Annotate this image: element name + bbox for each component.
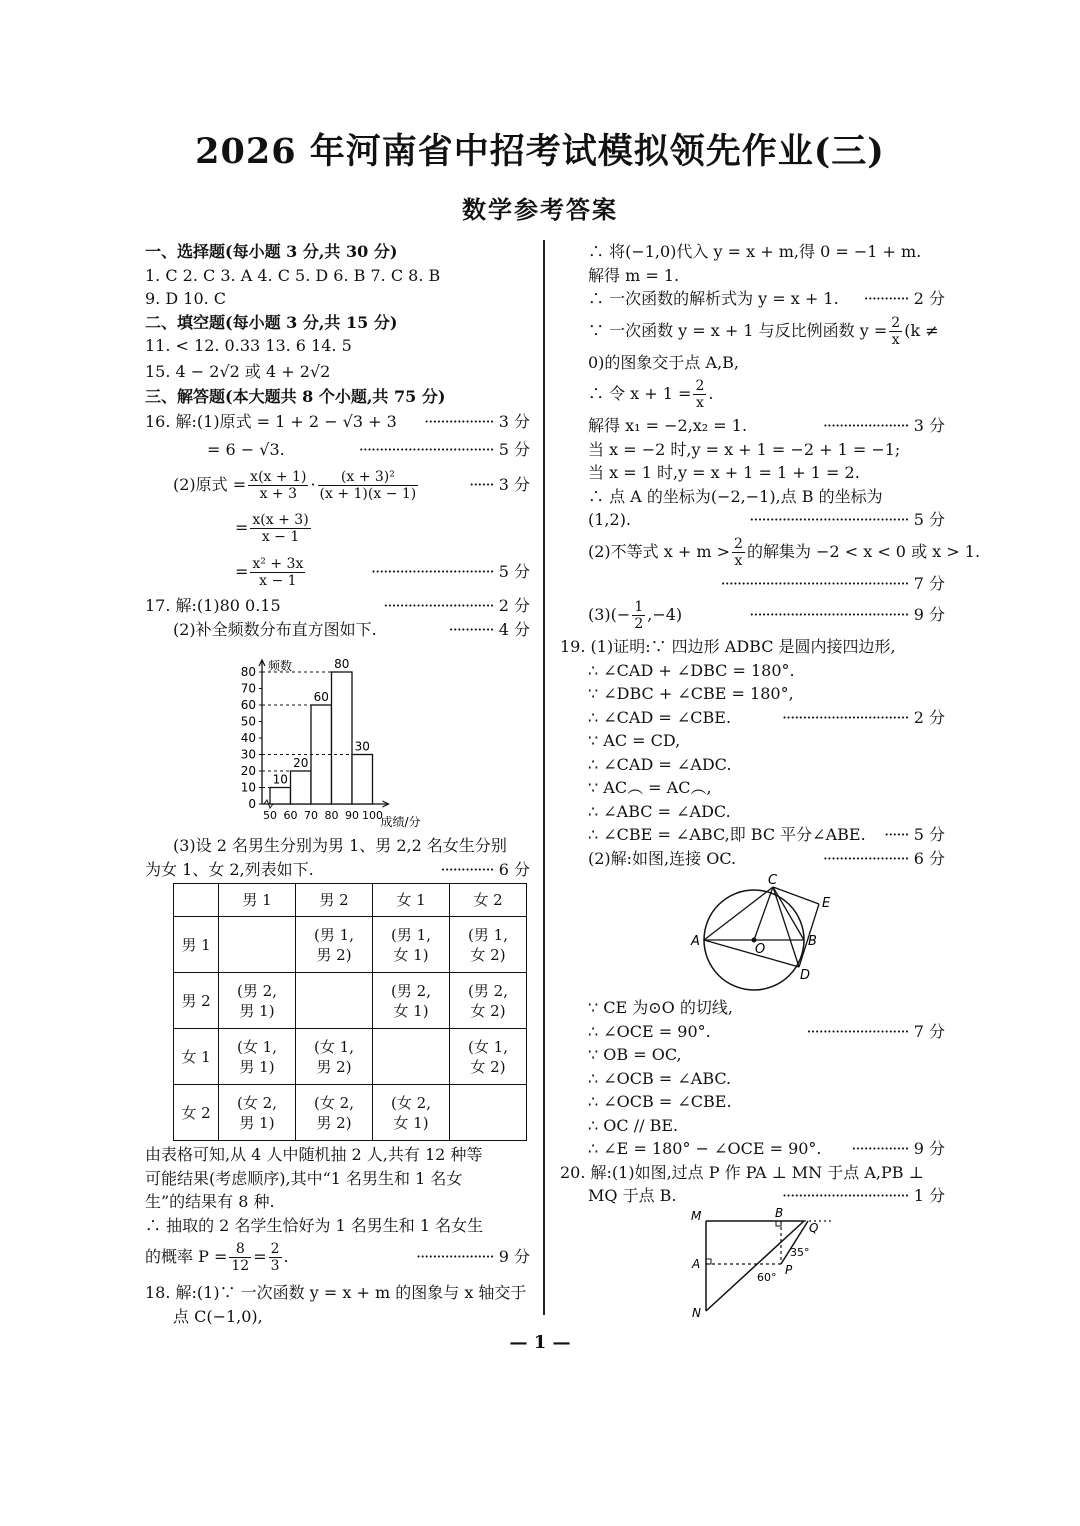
solution-line: [145, 436, 530, 464]
label-b: B: [775, 1206, 784, 1220]
x-tick-label: 80: [324, 809, 339, 822]
table-header-cell: [174, 884, 219, 917]
solution-line: 可能结果(考虑顺序),其中“1 名男生和 1 名女: [145, 1168, 463, 1188]
table-cell: (男 2, 女 1): [373, 973, 450, 1029]
section3-heading: 三、解答题(本大题共 8 个小题,共 75 分): [145, 386, 446, 406]
solution-line: ∴ ∠ABC = ∠ADC.: [588, 801, 731, 821]
fraction: $\frac{8}{12}$: [231, 1241, 250, 1274]
table-cell: (女 2, 女 1): [373, 1085, 450, 1141]
table-cell: [219, 917, 296, 973]
x-tick-label: 70: [304, 809, 318, 822]
histogram-bar: [291, 771, 312, 804]
line-text: ∴ 令 x + 1 =: [588, 384, 692, 403]
score-mark: ····················· 3 分: [822, 416, 945, 435]
solution-line: = $\frac{\text{x² + 3x}}{x - 1}$ ······························ 5 分: [145, 550, 530, 594]
line-text: ,−4): [647, 605, 683, 624]
right-column-lower: [560, 996, 945, 1208]
score-text: 5 分: [498, 440, 530, 459]
solution-line: [560, 374, 945, 414]
histogram-bar: [352, 755, 373, 805]
score-mark: ······························· 1 分: [781, 1186, 945, 1205]
section1-heading: 一、选择题(每小题 3 分,共 30 分): [145, 242, 398, 261]
y-tick-label: 80: [240, 665, 256, 679]
fraction: $\frac{2}{x}$: [891, 314, 901, 348]
line-text: 17. 解:(1)80 0.15: [145, 596, 281, 615]
histogram-bar: [332, 672, 353, 804]
left-column-bottom: [145, 1143, 530, 1328]
solution-line: 生”的结果有 8 种.: [145, 1192, 275, 1211]
solution-line: 18. 解:(1)∵ 一次函数 y = x + m 的图象与 x 轴交于: [145, 1283, 527, 1302]
solution-line: (3)设 2 名男生分别为男 1、男 2,2 名女生分别: [173, 836, 507, 855]
solution-line: ∴ ∠OCB = ∠ABC.: [588, 1068, 732, 1088]
table-cell: [296, 973, 373, 1029]
angle-label: 35°: [790, 1246, 810, 1259]
label-n: N: [692, 1306, 701, 1320]
score-mark: ··········· 2 分: [863, 289, 945, 308]
score-text: 2 分: [913, 707, 945, 727]
solution-line: [145, 858, 530, 882]
segment: [773, 887, 804, 940]
line-text: (2)解:如图,连接 OC.: [588, 848, 737, 868]
score-mark: ··················· 9 分: [415, 1247, 530, 1266]
label-e: E: [822, 896, 831, 911]
score-mark: ····················· 6 分: [822, 848, 945, 868]
section2-heading: 二、填空题(每小题 3 分,共 15 分): [145, 312, 398, 332]
y-tick-label: 20: [240, 764, 256, 778]
table-row: [174, 1029, 527, 1085]
line-text: MQ 于点 B.: [588, 1186, 677, 1205]
table-cell: (男 2, 女 2): [450, 973, 527, 1029]
y-tick-label: 10: [240, 780, 256, 795]
fraction: $\frac{\text{(x + 3)²}}{(x + 1)(x - 1)}$: [319, 469, 417, 502]
y-tick-label: 50: [240, 714, 256, 729]
line-text: .: [708, 384, 714, 403]
solution-line: (2)原式 = $\frac{x(x + 1)}{x + 3}$ · $\frac{\text{(x + 3)²}}{(x + 1)(x - 1)}$ ······ 3 分: [145, 464, 530, 506]
circle-figure: [686, 872, 846, 992]
score-text: 9 分: [913, 605, 945, 624]
column-divider: [543, 240, 545, 1315]
fraction: $\frac{\text{x² + 3x}}{x - 1}$: [252, 556, 304, 589]
y-tick-label: 70: [240, 681, 256, 696]
score-text: 1 分: [913, 1186, 945, 1205]
label-a: A: [692, 1257, 701, 1271]
solution-line: ∴ 抽取的 2 名学生恰好为 1 名男生和 1 名女生: [145, 1215, 484, 1235]
solution-line: [560, 311, 945, 351]
y-tick-label: 30: [240, 747, 256, 762]
table-cell: (男 1, 女 2): [450, 917, 527, 973]
page-subtitle: 数学参考答案: [462, 195, 618, 224]
score-text: 2 分: [913, 289, 945, 308]
line-text: ∴ ∠E = 180° − ∠OCE = 90°.: [588, 1139, 822, 1158]
page-title: 2026 年河南省中招考试模拟领先作业(三): [195, 131, 885, 172]
score-text: 4 分: [498, 619, 530, 639]
y-tick-label: 40: [240, 731, 256, 745]
score-mark: ······ 3 分: [469, 475, 530, 494]
solution-line: ∵ ∠DBC + ∠CBE = 180°,: [588, 684, 794, 703]
solution-line: 19. (1)证明:∵ 四边形 ADBC 是圆内接四边形,: [560, 637, 896, 656]
solution-line: ∴ 将(−1,0)代入 y = x + m,得 0 = −1 + m.: [588, 242, 922, 261]
label-c: C: [768, 873, 778, 888]
right-column: [560, 240, 981, 870]
label-b: B: [808, 934, 817, 949]
fraction: $\frac{x(x + 1)}{x + 3}$: [250, 469, 307, 502]
score-mark: ············· 6 分: [440, 859, 530, 879]
line-text: 的解集为 −2 < x < 0 或 x > 1.: [746, 541, 981, 561]
solution-line: 解得 m = 1.: [588, 265, 680, 285]
solution-line: 当 x = 1 时,y = x + 1 = 1 + 1 = 2.: [588, 463, 860, 482]
segment: [704, 940, 799, 967]
table-header-cell: 男 2: [296, 884, 373, 917]
bar-value-label: 20: [293, 756, 309, 770]
fraction: $\frac{1}{2}$: [634, 599, 644, 632]
score-text: 3 分: [498, 475, 530, 494]
x-tick-label: 50: [263, 809, 277, 822]
solution-line: [560, 706, 945, 730]
score-mark: ······························· 2 分: [781, 707, 945, 727]
line-text: (2)补全频数分布直方图如下.: [173, 619, 377, 639]
score-mark: ······································· 9 分: [749, 605, 945, 624]
line-text: ∴ ∠OCE = 90°.: [588, 1021, 711, 1041]
solution-line: ∴ 点 A 的坐标为(−2,−1),点 B 的坐标为: [588, 486, 883, 506]
x-axis-label: 成绩/分: [380, 815, 421, 829]
histogram-bar: [270, 788, 291, 805]
score-mark: ······························ 5 分: [371, 562, 530, 581]
table-cell: (女 2, 男 2): [296, 1085, 373, 1141]
score-text: 5 分: [498, 562, 530, 581]
score-mark: ·············· 9 分: [851, 1139, 945, 1158]
table-header-cell: 男 1: [219, 884, 296, 917]
solution-line: 由表格可知,从 4 人中随机抽 2 人,共有 12 种等: [145, 1145, 483, 1164]
outcome-table: [173, 883, 527, 1141]
line-text: 解得 x₁ = −2,x₂ = 1.: [588, 416, 748, 435]
fraction: $\frac{2}{x}$: [695, 378, 705, 411]
solution-line: 的概率 P = $\frac{8}{12}$ = $\frac{2}{3}$ . ··················· 9 分: [145, 1237, 530, 1277]
label-o: O: [755, 942, 766, 957]
score-text: 3 分: [498, 412, 530, 431]
histogram-chart: [228, 652, 464, 832]
line-text: (2)原式 =: [173, 475, 247, 494]
solution-line: [560, 532, 981, 572]
solution-line: [145, 408, 530, 436]
line-text: ∴ ∠CAD = ∠CBE.: [588, 707, 732, 727]
score-mark: ··························· 2 分: [383, 596, 530, 615]
bar-value-label: 80: [334, 657, 350, 671]
table-cell: (女 1, 男 1): [219, 1029, 296, 1085]
line-text: 的概率 P =: [145, 1247, 228, 1266]
score-mark: ······································· 5 分: [749, 510, 945, 529]
solution-line: ∵ CE 为⊙O 的切线,: [588, 998, 733, 1017]
bar-value-label: 30: [354, 739, 370, 754]
x-tick-label: 60: [283, 809, 298, 822]
table-cell: (女 2, 男 1): [219, 1085, 296, 1141]
solution-line: [145, 618, 530, 642]
table-cell: (女 1, 男 2): [296, 1029, 373, 1085]
label-q: Q: [809, 1221, 819, 1235]
answers-line: 1. C 2. C 3. A 4. C 5. D 6. B 7. C 8. B: [145, 265, 441, 285]
angle-label: 60°: [757, 1271, 777, 1284]
table-cell: 男 2: [174, 973, 219, 1029]
score-mark: ················· 3 分: [424, 412, 530, 431]
solution-line: [560, 1020, 945, 1044]
line-text: ∵ 一次函数 y = x + 1 与反比例函数 y =: [588, 320, 888, 340]
table-header-cell: 女 2: [450, 884, 527, 917]
score-mark: ·············································· 7 分: [720, 573, 945, 593]
solution-line: ∴ ∠OCB = ∠CBE.: [588, 1092, 732, 1111]
solution-line: [560, 595, 945, 635]
answers-line: 15. 4 − 2√2 或 4 + 2√2: [145, 361, 331, 381]
score-text: 6 分: [913, 848, 945, 868]
solution-line: [560, 287, 945, 311]
segment: [773, 887, 819, 904]
table-row: [174, 973, 527, 1029]
score-text: 5 分: [913, 825, 945, 844]
line-text: ∴ ∠CBE = ∠ABC,即 BC 平分∠ABE.: [588, 825, 866, 844]
score-mark: ······ 5 分: [884, 825, 945, 844]
y-axis-label: 频数: [268, 659, 293, 673]
segment: [704, 887, 773, 940]
solution-line: = $\frac{x(x + 3)}{x - 1}$: [235, 512, 309, 545]
line-text: 16. 解:(1)原式 = 1 + 2 − √3 + 3: [145, 412, 397, 431]
solution-line: ∴ ∠CAD + ∠DBC = 180°.: [588, 660, 795, 680]
table-cell: (男 2, 男 1): [219, 973, 296, 1029]
solution-line: ∴ ∠CAD = ∠ADC.: [588, 754, 732, 774]
line-text: (k ≠: [904, 320, 939, 340]
x-tick-label: 90: [345, 809, 359, 822]
line-text: 为女 1、女 2,列表如下.: [145, 859, 314, 879]
solution-line: [560, 847, 945, 871]
score-text: 3 分: [913, 416, 945, 435]
label-m: M: [691, 1209, 702, 1223]
score-text: 6 分: [498, 859, 530, 879]
table-cell: (男 1, 女 1): [373, 917, 450, 973]
solution-line: 20. 解:(1)如图,过点 P 作 PA ⊥ MN 于点 A,PB ⊥: [560, 1162, 924, 1182]
score-text: 2 分: [498, 596, 530, 615]
solution-line: 当 x = −2 时,y = x + 1 = −2 + 1 = −1;: [588, 439, 901, 459]
solution-line: ∴ OC // BE.: [588, 1115, 679, 1135]
table-row: [174, 1085, 527, 1141]
solution-line: [560, 572, 945, 596]
solution-line: [145, 594, 530, 618]
score-text: 7 分: [913, 573, 945, 593]
solution-line: [560, 823, 945, 847]
label-a: A: [691, 934, 700, 949]
geometry-figure: [686, 1204, 846, 1324]
score-text: 7 分: [913, 1021, 945, 1041]
table-cell: 男 1: [174, 917, 219, 973]
solution-line: [560, 1137, 945, 1161]
line-text: (2)不等式 x + m >: [588, 541, 731, 561]
table-cell: 女 1: [174, 1029, 219, 1085]
table-cell: [373, 1029, 450, 1085]
score-mark: ································· 5 分: [358, 440, 530, 459]
bar-value-label: 10: [272, 772, 288, 787]
table-cell: (男 1, 男 2): [296, 917, 373, 973]
table-cell: 女 2: [174, 1085, 219, 1141]
y-tick-label: 60: [240, 698, 256, 712]
left-column-lower: [145, 834, 530, 881]
line-text: = 6 − √3.: [207, 440, 285, 459]
x-tick-label: 100: [362, 809, 383, 822]
table-cell: [450, 1085, 527, 1141]
score-text: 9 分: [913, 1139, 945, 1158]
y-tick-label: 0: [248, 797, 256, 811]
bar-value-label: 60: [313, 690, 329, 704]
fraction: $\frac{2}{3}$: [270, 1241, 280, 1274]
line-text: ∴ 一次函数的解析式为 y = x + 1.: [588, 289, 839, 308]
label-d: D: [800, 968, 811, 983]
solution-line: 0)的图象交于点 A,B,: [588, 352, 739, 372]
fraction: $\frac{2}{x}$: [734, 535, 743, 569]
answers-line: 9. D 10. C: [145, 289, 227, 308]
solution-line: ∵ AC︵ = AC︵,: [588, 778, 712, 797]
line-text: (3)(−: [588, 605, 631, 624]
solution-line: ∵ OB = OC,: [588, 1045, 682, 1064]
answers-line: 11. < 12. 0.33 13. 6 14. 5: [145, 336, 352, 355]
solution-line: 点 C(−1,0),: [173, 1306, 263, 1326]
score-mark: ··········· 4 分: [448, 619, 530, 639]
score-mark: ························· 7 分: [806, 1021, 945, 1041]
solution-line: [560, 414, 945, 438]
table-header-cell: 女 1: [373, 884, 450, 917]
table-row: [174, 917, 527, 973]
table-cell: (女 1, 女 2): [450, 1029, 527, 1085]
score-text: 5 分: [913, 510, 945, 529]
solution-line: [560, 508, 945, 532]
fraction: $\frac{x(x + 3)}{x - 1}$: [252, 512, 309, 545]
left-column: [145, 240, 530, 641]
solution-line: ∵ AC = CD,: [588, 731, 681, 750]
page-number: — 1 —: [509, 1332, 571, 1353]
table-header-row: [174, 884, 527, 917]
line-text: (1,2).: [588, 510, 632, 529]
label-p: P: [785, 1263, 793, 1277]
score-text: 9 分: [498, 1247, 530, 1266]
segment: [773, 887, 799, 967]
